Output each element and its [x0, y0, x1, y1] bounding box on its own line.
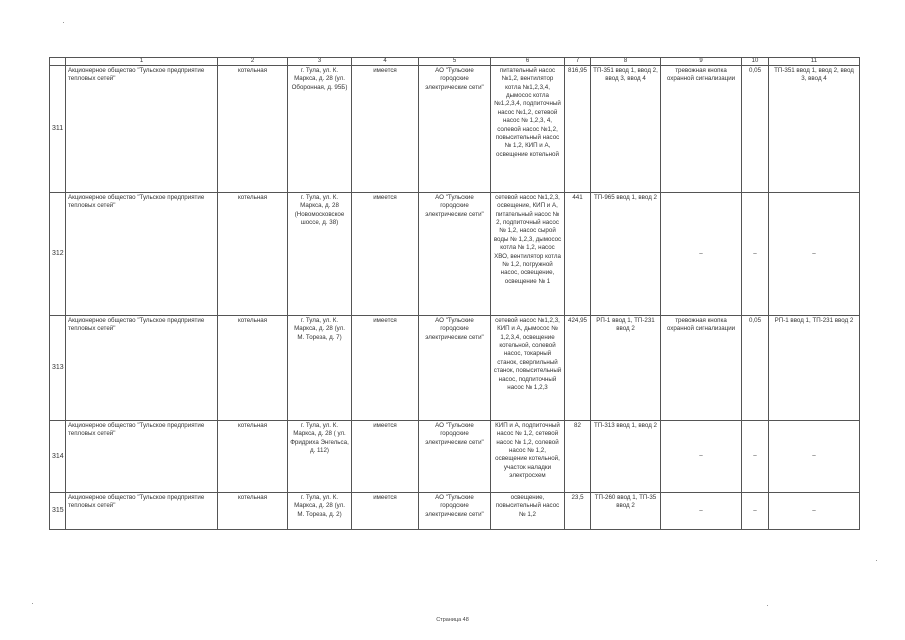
row-number: 312	[50, 193, 66, 316]
column-number-blank	[50, 58, 66, 66]
supplier-cell: АО "Тульские городские электрические сети"	[419, 316, 491, 421]
power-source-cell: ТП-351 ввод 1, ввод 2, ввод 3, ввод 4	[591, 66, 661, 193]
column-number: 4	[352, 58, 419, 66]
equipment-cell: питательный насос №1,2, вентилятор котла №1,2,3,4, дымосос котла №1,2,3,4, подпиточный насос №1,2, сетевой насос № 1,2,3, 4, солевой насос №1,2, повысительный насос № 1,2, КИП и А, освещение котельной	[491, 66, 565, 193]
alarm-source-cell: –	[769, 421, 860, 493]
table-row	[50, 493, 860, 530]
table-row	[50, 193, 860, 316]
equipment-cell: КИП и А, подпиточный насос № 1,2, сетевой насос № 1,2, солевой насос № 1,2, освещение котельной, участок наладки электросхем	[491, 421, 565, 493]
table-row	[50, 421, 860, 493]
alarm-cell: –	[661, 493, 742, 530]
status-cell: имеется	[352, 493, 419, 530]
object-type-cell: котельная	[218, 193, 288, 316]
column-number: 8	[591, 58, 661, 66]
address-cell: г. Тула, ул. К. Маркса, д. 28 (Новомосковское шоссе, д. 38)	[288, 193, 352, 316]
address-cell: г. Тула, ул. К. Маркса, д. 28 (ул. М. Тореза, д. 7)	[288, 316, 352, 421]
power-source-cell: ТП-260 ввод 1, ТП-35 ввод 2	[591, 493, 661, 530]
equipment-cell: освещение, повысительный насос № 1,2	[491, 493, 565, 530]
object-type-cell: котельная	[218, 66, 288, 193]
owner-cell: Акционерное общество "Тульское предприятие тепловых сетей"	[66, 66, 218, 193]
object-type-cell: котельная	[218, 421, 288, 493]
equipment-cell: сетевой насос №1,2,3, освещение, КИП и А, питательный насос № 2, подпиточный насос № 1,2, насос сырой воды № 1,2,3, дымосос котла № 1,2, насос ХВО, вентилятор котла № 1,2, погружной насос, освещение, освещение № 1	[491, 193, 565, 316]
owner-cell: Акционерное общество "Тульское предприятие тепловых сетей"	[66, 316, 218, 421]
alarm-source-cell: –	[769, 193, 860, 316]
alarm-cell: тревожная кнопка охранной сигнализации	[661, 66, 742, 193]
column-number-row	[50, 58, 860, 66]
supplier-cell: АО "Тульские городские электрические сети"	[419, 421, 491, 493]
row-number: 315	[50, 493, 66, 530]
column-number: 9	[661, 58, 742, 66]
column-number: 10	[742, 58, 769, 66]
column-number: 2	[218, 58, 288, 66]
row-number: 311	[50, 66, 66, 193]
scan-speck	[63, 22, 64, 23]
power-cell: 441	[565, 193, 591, 316]
scan-speck	[32, 603, 33, 604]
column-number: 1	[66, 58, 218, 66]
object-type-cell: котельная	[218, 493, 288, 530]
owner-cell: Акционерное общество "Тульское предприятие тепловых сетей"	[66, 421, 218, 493]
row-number: 314	[50, 421, 66, 493]
power-cell: 424,95	[565, 316, 591, 421]
column-number: 6	[491, 58, 565, 66]
power-cell: 82	[565, 421, 591, 493]
supplier-cell: АО "Тульские городские электрические сети"	[419, 66, 491, 193]
status-cell: имеется	[352, 421, 419, 493]
alarm-cell: –	[661, 421, 742, 493]
power-cell: 816,95	[565, 66, 591, 193]
page-footer: Страница 48	[436, 617, 469, 623]
scan-speck	[876, 560, 877, 561]
table-row	[50, 316, 860, 421]
alarm-cell: –	[661, 193, 742, 316]
alarm-power-cell: –	[742, 193, 769, 316]
column-number: 11	[769, 58, 860, 66]
column-number: 3	[288, 58, 352, 66]
address-cell: г. Тула, ул. К. Маркса, д. 28 (ул. Оборонная, д. 95Б)	[288, 66, 352, 193]
address-cell: г. Тула, ул. К. Маркса, д. 28 ( ул. Фридриха Энгельса, д. 112)	[288, 421, 352, 493]
alarm-source-cell: РП-1 ввод 1, ТП-231 ввод 2	[769, 316, 860, 421]
scan-speck	[767, 605, 768, 606]
row-number: 313	[50, 316, 66, 421]
alarm-power-cell: –	[742, 421, 769, 493]
supplier-cell: АО "Тульские городские электрические сети"	[419, 193, 491, 316]
power-source-cell: РП-1 ввод 1, ТП-231 ввод 2	[591, 316, 661, 421]
column-number: 5	[419, 58, 491, 66]
power-cell: 23,5	[565, 493, 591, 530]
alarm-power-cell: 0,05	[742, 316, 769, 421]
table-body	[50, 58, 860, 530]
status-cell: имеется	[352, 193, 419, 316]
table-row	[50, 66, 860, 193]
alarm-cell: тревожная кнопка охранной сигнализации	[661, 316, 742, 421]
owner-cell: Акционерное общество "Тульское предприятие тепловых сетей"	[66, 493, 218, 530]
power-source-cell: ТП-313 ввод 1, ввод 2	[591, 421, 661, 493]
data-table	[49, 57, 860, 530]
owner-cell: Акционерное общество "Тульское предприятие тепловых сетей"	[66, 193, 218, 316]
alarm-power-cell: 0,05	[742, 66, 769, 193]
supplier-cell: АО "Тульские городские электрические сети"	[419, 493, 491, 530]
alarm-source-cell: ТП-351 ввод 1, ввод 2, ввод 3, ввод 4	[769, 66, 860, 193]
address-cell: г. Тула, ул. К. Маркса, д. 28 (ул. М. Тореза, д. 2)	[288, 493, 352, 530]
status-cell: имеется	[352, 66, 419, 193]
object-type-cell: котельная	[218, 316, 288, 421]
alarm-source-cell: –	[769, 493, 860, 530]
alarm-power-cell: –	[742, 493, 769, 530]
power-source-cell: ТП-965 ввод 1, ввод 2	[591, 193, 661, 316]
equipment-cell: сетевой насос №1,2,3, КИП и А, дымосос № 1,2,3,4, освещение котельной, солевой насос, токарный станок, сверлильный станок, повысительный насос, подпиточный насос № 1,2,3	[491, 316, 565, 421]
status-cell: имеется	[352, 316, 419, 421]
column-number: 7	[565, 58, 591, 66]
